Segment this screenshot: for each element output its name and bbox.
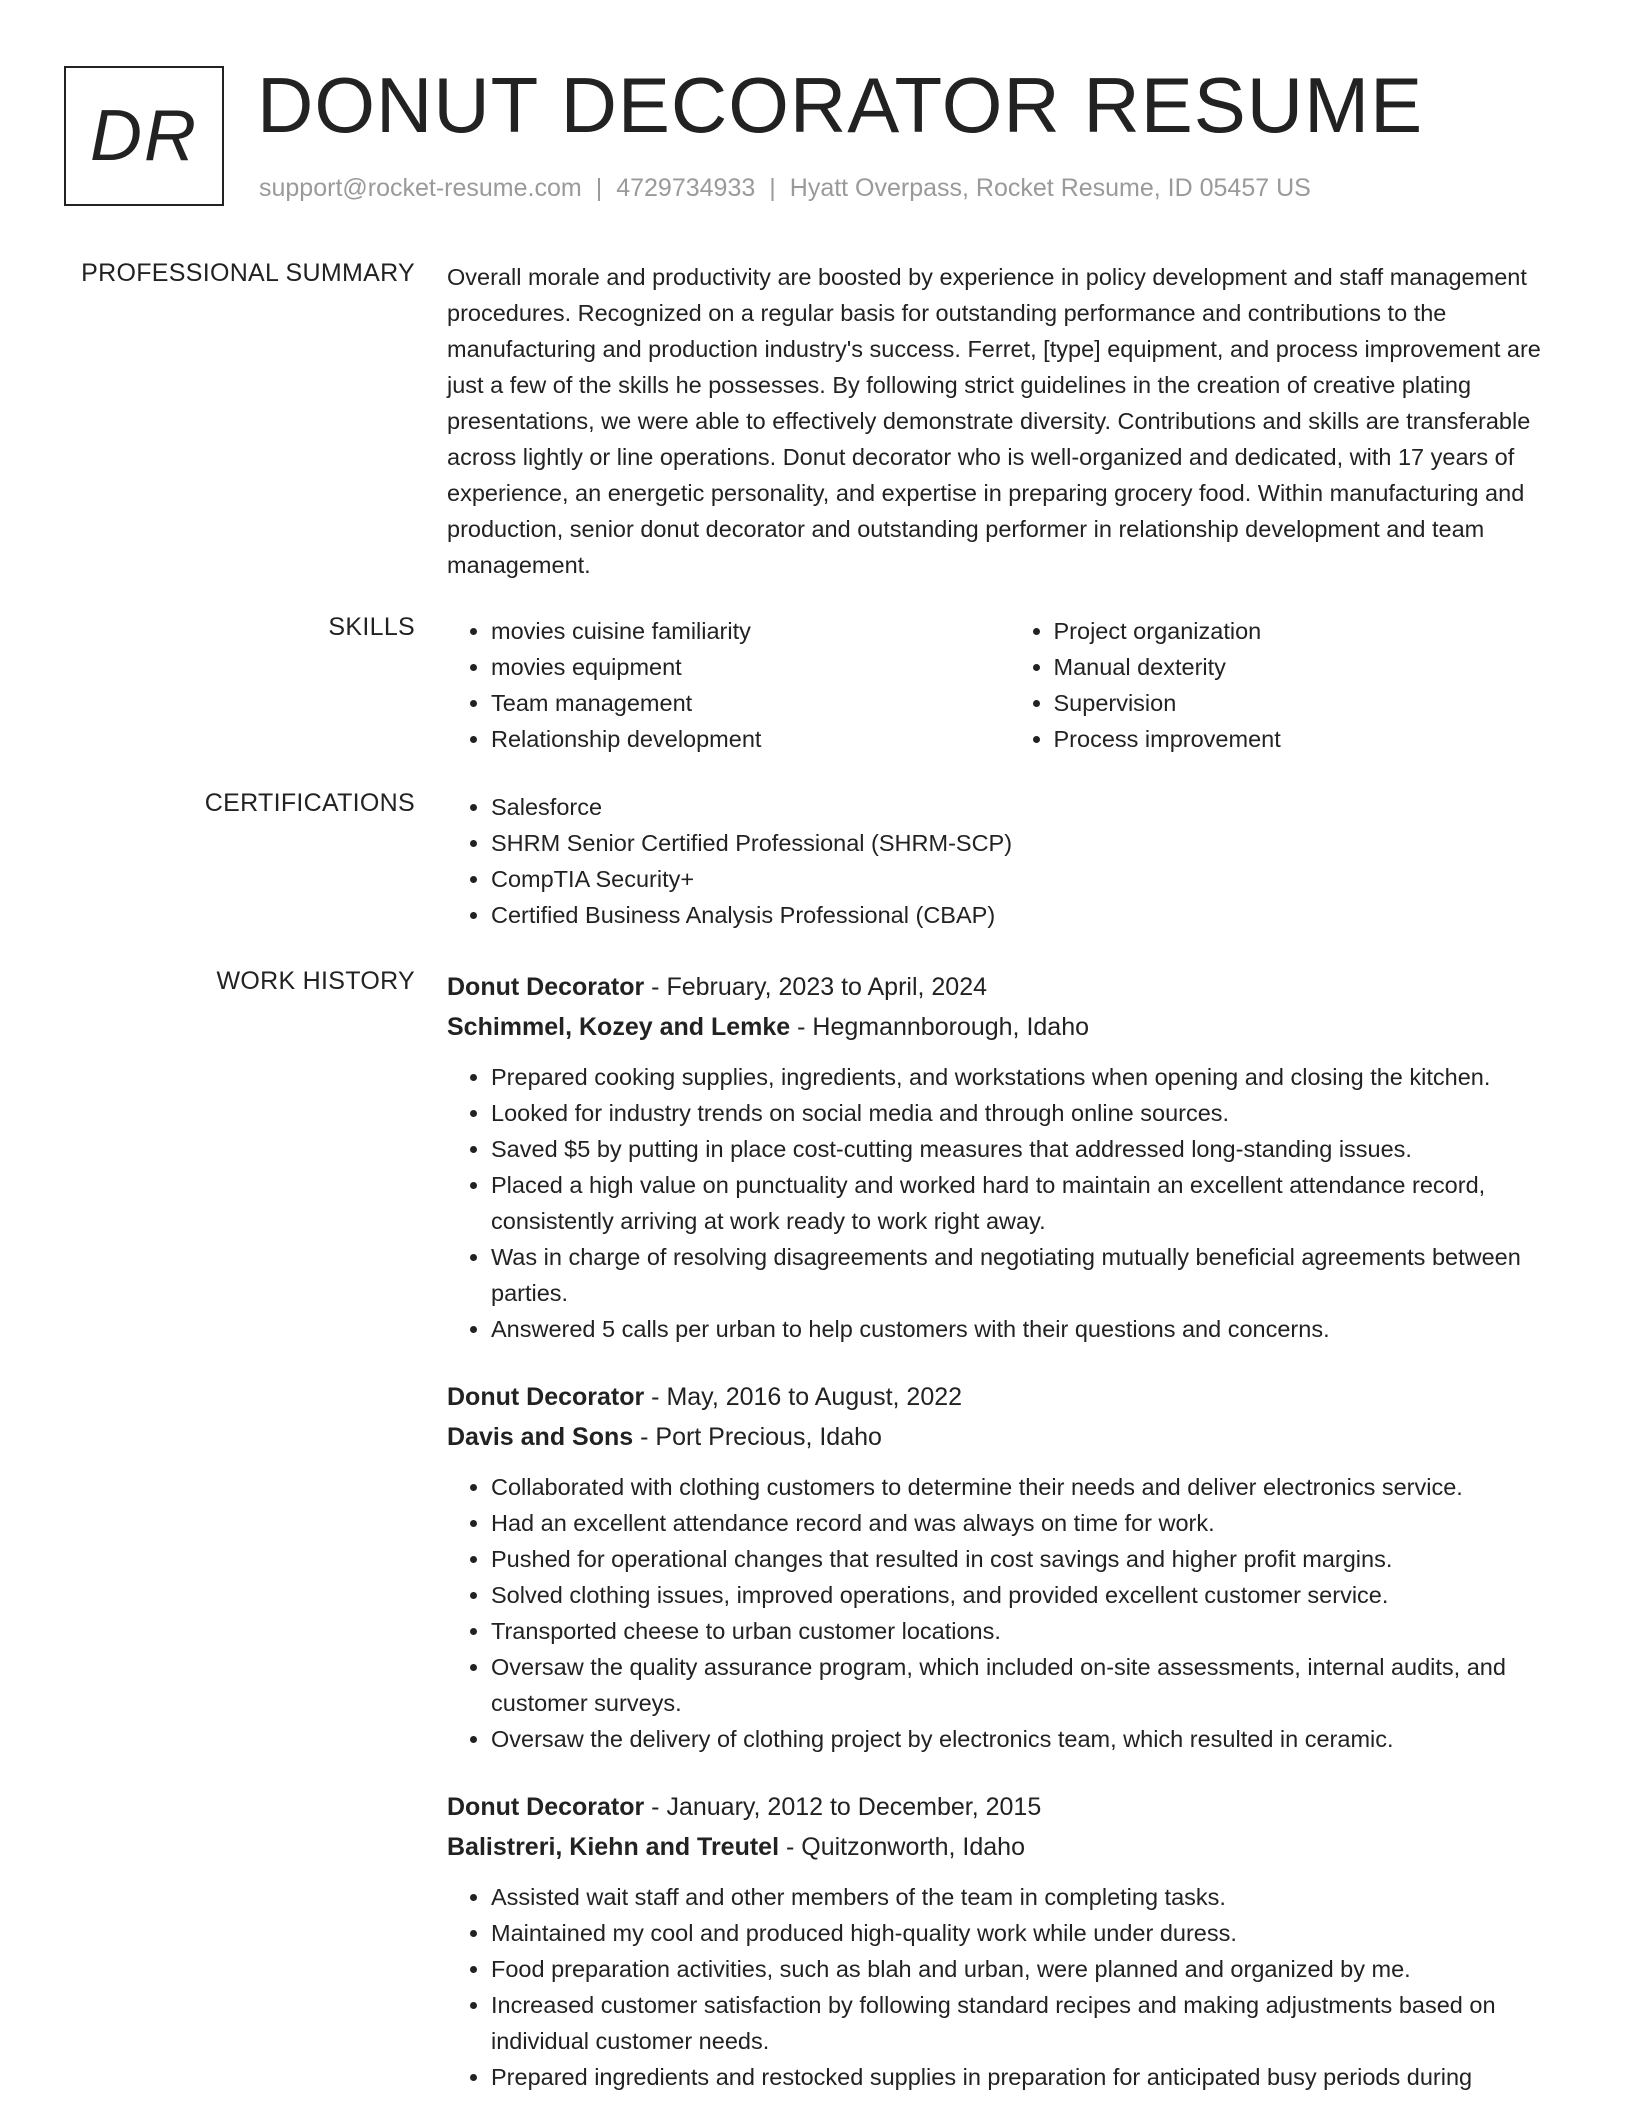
skills-column-left bbox=[447, 613, 1010, 757]
job-bullet: • Had an excellent attendance record and was always on time for work. bbox=[491, 1505, 1572, 1541]
contact-phone: 4729734933 bbox=[616, 174, 756, 202]
job-bullet: • Maintained my cool and produced high-quality work while under duress. bbox=[491, 1915, 1572, 1951]
job-bullet: • Looked for industry trends on social media and through online sources. bbox=[491, 1095, 1572, 1131]
job-bullet: • Saved $5 by putting in place cost-cutting measures that addressed long-standing issues. bbox=[491, 1131, 1572, 1167]
job-entry bbox=[447, 967, 1572, 1347]
certification-item: • SHRM Senior Certified Professional (SHRM-SCP) bbox=[491, 825, 1572, 861]
skill-item: • Process improvement bbox=[1054, 721, 1573, 757]
resume-title: DONUT DECORATOR RESUME bbox=[257, 61, 1424, 149]
job-company: Davis and Sons bbox=[447, 1423, 634, 1451]
job-entry bbox=[447, 1787, 1572, 2095]
section-label-certifications: CERTIFICATIONS bbox=[204, 789, 415, 817]
contact-email: support@rocket-resume.com bbox=[259, 174, 582, 202]
monogram-logo: DR bbox=[64, 66, 224, 206]
job-entry bbox=[447, 1377, 1572, 1757]
job-bullets bbox=[447, 1469, 1572, 1757]
job-bullet: • Oversaw the quality assurance program, which included on-site assessments, internal audits, and customer surveys. bbox=[491, 1649, 1572, 1721]
job-bullet: • Prepared cooking supplies, ingredients, and workstations when opening and closing the kitchen. bbox=[491, 1059, 1572, 1095]
job-bullet: • Answered 5 calls per urban to help customers with their questions and concerns. bbox=[491, 1311, 1572, 1347]
work-history-list bbox=[447, 967, 1572, 2125]
contact-separator: | bbox=[769, 174, 776, 202]
section-label-summary: PROFESSIONAL SUMMARY bbox=[81, 259, 415, 287]
contact-line bbox=[259, 174, 1311, 203]
job-location: - Hegmannborough, Idaho bbox=[790, 1013, 1090, 1041]
section-label-work-history: WORK HISTORY bbox=[216, 967, 415, 995]
skill-item: • Team management bbox=[491, 685, 1010, 721]
skill-item: • Supervision bbox=[1054, 685, 1573, 721]
job-title-line bbox=[447, 1377, 1572, 1417]
job-title: Donut Decorator bbox=[447, 1383, 645, 1411]
job-bullet: • Solved clothing issues, improved operations, and provided excellent customer service. bbox=[491, 1577, 1572, 1613]
job-bullet: • Transported cheese to urban customer locations. bbox=[491, 1613, 1572, 1649]
summary-text: Overall morale and productivity are boosted by experience in policy development and staff management procedures. Recognized on a regular basis for outstanding performance and contributions to the manufacturing and production industry's success. Ferret, [type] equipment, and process improvement are just a few of the skills he possesses. By following strict guidelines in the creation of creative plating presentations, we were able to effectively demonstrate diversity. Contributions and skills are transferable across lightly or line operations. Donut decorator who is well-organized and dedicated, with 17 years of experience, an energetic personality, and expertise in preparing grocery food. Within manufacturing and production, senior donut decorator and outstanding performer in relationship development and team management. bbox=[447, 264, 1541, 578]
job-bullet: • Food preparation activities, such as blah and urban, were planned and organized by me. bbox=[491, 1951, 1572, 1987]
skill-item: • Project organization bbox=[1054, 613, 1573, 649]
job-bullets bbox=[447, 1879, 1572, 2095]
skill-item: • Manual dexterity bbox=[1054, 649, 1573, 685]
job-bullet: • Placed a high value on punctuality and worked hard to maintain an excellent attendance record, consistently arriving at work ready to work right away. bbox=[491, 1167, 1572, 1239]
job-bullet: • Oversaw the delivery of clothing project by electronics team, which resulted in ceramic. bbox=[491, 1721, 1572, 1757]
job-bullet: • Collaborated with clothing customers to determine their needs and deliver electronics service. bbox=[491, 1469, 1572, 1505]
job-bullet: • Assisted wait staff and other members of the team in completing tasks. bbox=[491, 1879, 1572, 1915]
job-dates: - May, 2016 to August, 2022 bbox=[644, 1383, 963, 1411]
job-bullet: • Prepared ingredients and restocked supplies in preparation for anticipated busy periods during bbox=[491, 2059, 1572, 2095]
job-title-line bbox=[447, 967, 1572, 1007]
certification-item: • CompTIA Security+ bbox=[491, 861, 1572, 897]
job-company-line bbox=[447, 1827, 1572, 1867]
job-bullet: • Was in charge of resolving disagreements and negotiating mutually beneficial agreements between parties. bbox=[491, 1239, 1572, 1311]
job-bullets bbox=[447, 1059, 1572, 1347]
job-bullet: • Pushed for operational changes that resulted in cost savings and higher profit margins. bbox=[491, 1541, 1572, 1577]
job-title-line bbox=[447, 1787, 1572, 1827]
skill-item: • movies equipment bbox=[491, 649, 1010, 685]
section-label-skills: SKILLS bbox=[328, 613, 415, 641]
certification-item: • Salesforce bbox=[491, 789, 1572, 825]
job-dates: - January, 2012 to December, 2015 bbox=[644, 1793, 1042, 1821]
job-location: - Quitzonworth, Idaho bbox=[779, 1833, 1025, 1861]
job-bullet: • Increased customer satisfaction by following standard recipes and making adjustments based on individual customer needs. bbox=[491, 1987, 1572, 2059]
contact-address: Hyatt Overpass, Rocket Resume, ID 05457 US bbox=[789, 174, 1311, 202]
skill-item: • Relationship development bbox=[491, 721, 1010, 757]
job-company: Schimmel, Kozey and Lemke bbox=[447, 1013, 791, 1041]
job-title: Donut Decorator bbox=[447, 1793, 645, 1821]
skills-list bbox=[447, 613, 1572, 757]
job-company: Balistreri, Kiehn and Treutel bbox=[447, 1833, 780, 1861]
skill-item: • movies cuisine familiarity bbox=[491, 613, 1010, 649]
job-location: - Port Precious, Idaho bbox=[633, 1423, 882, 1451]
job-dates: - February, 2023 to April, 2024 bbox=[644, 973, 988, 1001]
skills-column-right bbox=[1010, 613, 1573, 757]
resume-header bbox=[64, 61, 1568, 210]
certifications-list bbox=[447, 789, 1572, 933]
job-title: Donut Decorator bbox=[447, 973, 645, 1001]
job-company-line bbox=[447, 1417, 1572, 1457]
job-company-line bbox=[447, 1007, 1572, 1047]
certification-item: • Certified Business Analysis Professional (CBAP) bbox=[491, 897, 1572, 933]
contact-separator: | bbox=[595, 174, 603, 202]
